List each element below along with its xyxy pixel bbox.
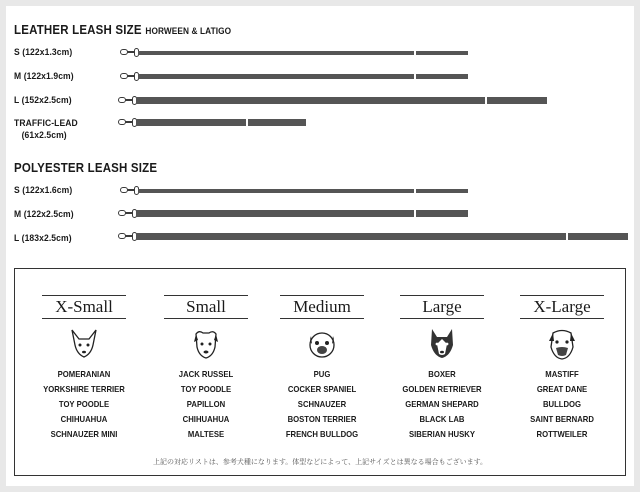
leather-traffic-size: (61x2.5cm)	[21, 130, 67, 140]
poly-m-label: M (122x2.5cm)	[14, 209, 74, 219]
leather-l-label: L (152x2.5cm)	[14, 95, 72, 105]
leather-traffic-name: TRAFFIC-LEAD	[14, 118, 78, 128]
breed-item: BULLDOG	[542, 399, 582, 409]
disclaimer-note: 上記の対応リストは、参考犬種になります。体型などによって、上記サイズとは異なる場合もございます。	[152, 459, 488, 466]
size-column-large	[397, 295, 487, 442]
husky-icon	[425, 327, 459, 361]
chihuahua-icon	[67, 327, 101, 361]
breed-item: FRENCH BULLDOG	[285, 429, 359, 439]
size-column-xsmall	[39, 295, 129, 442]
breed-item: GERMAN SHEPARD	[405, 399, 479, 409]
poly-m-leash	[118, 209, 468, 219]
breed-item: TOY POODLE	[180, 384, 232, 394]
size-heading: X-Small	[42, 295, 126, 319]
leather-s-leash	[120, 48, 468, 58]
breed-item: YORKSHIRE TERRIER	[43, 384, 125, 394]
breed-item: PUG	[313, 369, 331, 379]
breed-item: BOSTON TERRIER	[287, 414, 357, 424]
size-heading: Large	[400, 295, 484, 319]
poly-l-label: L (183x2.5cm)	[14, 233, 72, 243]
leather-m-label: M (122x1.9cm)	[14, 71, 74, 81]
breed-item: TOY POODLE	[58, 399, 110, 409]
breed-item: PAPILLON	[186, 399, 226, 409]
breed-item: BLACK LAB	[419, 414, 465, 424]
breed-item: SCHNAUZER MINI	[50, 429, 118, 439]
breed-item: ROTTWEILER	[536, 429, 588, 439]
size-heading: Medium	[280, 295, 364, 319]
pug-icon	[305, 327, 339, 361]
size-chart	[6, 6, 634, 486]
size-column-xlarge	[517, 295, 607, 442]
breed-size-panel	[14, 268, 626, 476]
breed-item: MALTESE	[187, 429, 225, 439]
leather-m-leash	[120, 72, 468, 82]
breed-item: SIBERIAN HUSKY	[409, 429, 475, 439]
leather-s-label: S (122x1.3cm)	[14, 47, 73, 57]
mastiff-icon	[545, 327, 579, 361]
leather-traffic-leash	[118, 118, 306, 128]
leather-subtitle: HORWEEN & LATIGO	[145, 26, 232, 36]
breed-item: GREAT DANE	[536, 384, 588, 394]
leather-traffic-label	[14, 117, 78, 141]
breed-item: JACK RUSSEL	[178, 369, 234, 379]
poly-l-leash	[118, 232, 628, 242]
breed-item: CHIHUAHUA	[60, 414, 108, 424]
size-column-medium	[277, 295, 367, 442]
breed-item: MASTIFF	[545, 369, 579, 379]
leather-l-leash	[118, 96, 547, 106]
breed-item: BOXER	[428, 369, 456, 379]
size-heading: Small	[164, 295, 248, 319]
polyester-title: POLYESTER LEASH SIZE	[14, 161, 158, 175]
poly-s-leash	[120, 186, 468, 196]
breed-item: POMERANIAN	[57, 369, 111, 379]
breed-item: GOLDEN RETRIEVER	[402, 384, 482, 394]
jack-russell-icon	[189, 327, 223, 361]
breed-item: COCKER SPANIEL	[287, 384, 357, 394]
size-heading: X-Large	[520, 295, 604, 319]
leather-title-text: LEATHER LEASH SIZE	[14, 23, 142, 37]
leather-title	[14, 23, 231, 37]
poly-s-label: S (122x1.6cm)	[14, 185, 73, 195]
size-column-small	[161, 295, 251, 442]
breed-item: CHIHUAHUA	[182, 414, 230, 424]
breed-item: SCHNAUZER	[297, 399, 347, 409]
breed-item: SAINT BERNARD	[530, 414, 594, 424]
